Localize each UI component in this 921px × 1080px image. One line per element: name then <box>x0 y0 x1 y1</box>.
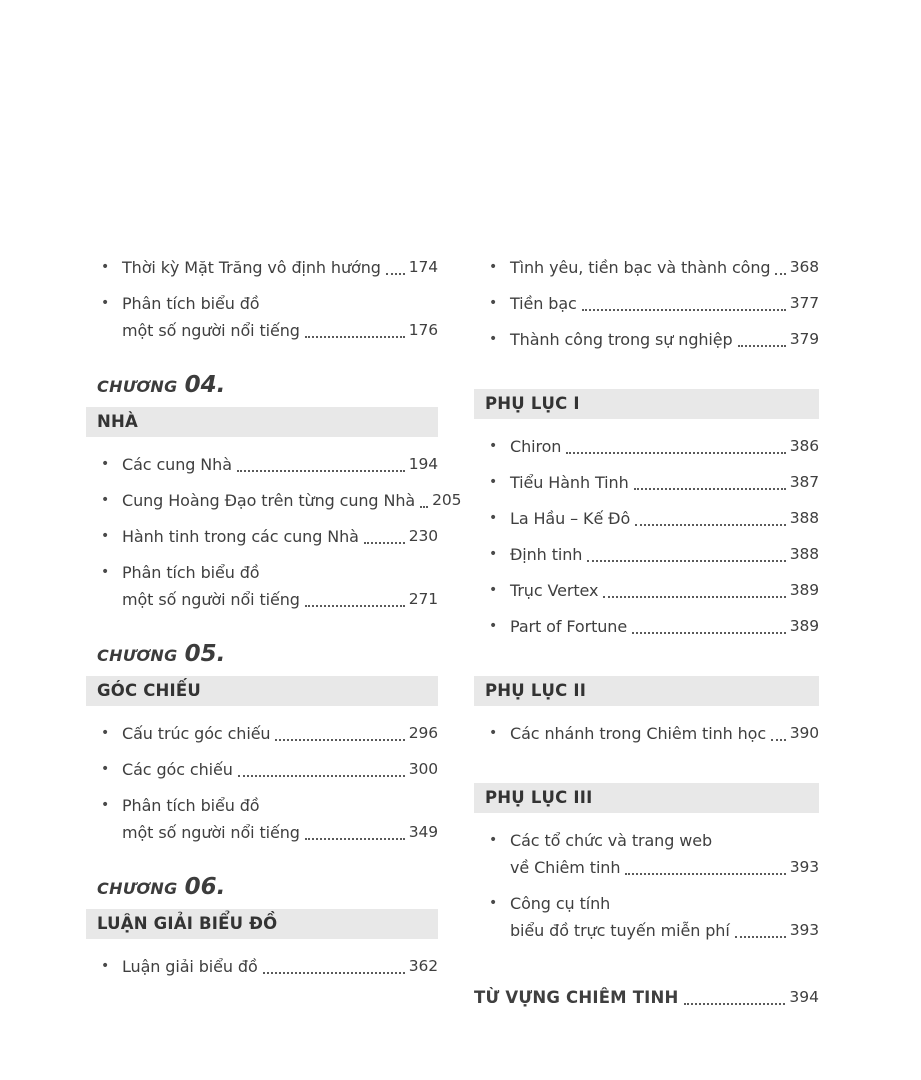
bullet-icon: • <box>101 528 110 544</box>
chapter-number: 05. <box>184 641 226 667</box>
toc-item-body <box>510 254 819 281</box>
dot-leader <box>632 632 786 634</box>
bullet-icon: • <box>489 295 498 311</box>
toc-item-line <box>122 317 438 344</box>
bullet-icon: • <box>101 797 110 813</box>
bullet-icon: • <box>489 832 498 848</box>
toc-item-line <box>510 541 819 568</box>
chapter-number: 06. <box>184 874 226 900</box>
toc-item-body <box>510 720 819 747</box>
toc-item-body <box>122 559 438 613</box>
page-number: 362 <box>408 957 438 975</box>
toc-item <box>474 469 819 496</box>
toc-item-line <box>510 433 819 460</box>
page-number: 349 <box>408 823 438 841</box>
dot-leader <box>603 596 785 598</box>
toc-item-text: Luận giải biểu đồ <box>122 957 258 976</box>
toc-item-group <box>474 433 819 649</box>
toc-item-text: một số người nổi tiếng <box>122 590 300 609</box>
toc-item-line <box>510 505 819 532</box>
page-number: 388 <box>789 545 819 563</box>
toc-item-text: Công cụ tính <box>510 894 611 913</box>
toc-item-line <box>510 854 819 881</box>
toc-item-text: một số người nổi tiếng <box>122 321 300 340</box>
toc-item-line <box>122 290 438 317</box>
toc-item-line <box>510 254 819 281</box>
dot-leader <box>420 506 428 508</box>
toc-item <box>474 577 819 604</box>
toc-item <box>86 559 438 613</box>
toc-item-body <box>122 290 438 344</box>
toc-item-text: Tiểu Hành Tinh <box>510 473 629 492</box>
toc-item-group <box>474 827 819 953</box>
toc-item <box>474 541 819 568</box>
chapter-heading <box>86 372 438 398</box>
toc-item <box>474 720 819 747</box>
section-heading: GÓC CHIẾU <box>86 676 438 706</box>
bullet-icon: • <box>101 958 110 974</box>
toc-item-body <box>510 890 819 944</box>
page-number: 205 <box>432 491 462 509</box>
toc-item-text: Trục Vertex <box>510 581 599 600</box>
toc-item-text: Phân tích biểu đồ <box>122 563 260 582</box>
toc-item-text: Phân tích biểu đồ <box>122 294 260 313</box>
chapter-label: CHƯƠNG <box>97 646 178 665</box>
toc-item-line <box>122 254 438 281</box>
toc-item <box>474 290 819 317</box>
bullet-icon: • <box>489 546 498 562</box>
toc-item-text: Tiền bạc <box>510 294 577 313</box>
page-number: 389 <box>789 617 819 635</box>
chapter-heading <box>86 641 438 667</box>
page-number: 230 <box>408 527 438 545</box>
toc-item <box>474 827 819 881</box>
toc-item-text: La Hầu – Kế Đô <box>510 509 631 528</box>
page-number: 379 <box>789 330 819 348</box>
toc-item-line <box>510 469 819 496</box>
dot-leader <box>625 873 785 875</box>
toc-item-text: Thời kỳ Mặt Trăng vô định hướng <box>122 258 381 277</box>
page-number: 387 <box>789 473 819 491</box>
toc-item <box>86 953 438 980</box>
dot-leader <box>237 470 405 472</box>
toc-item <box>474 326 819 353</box>
toc-item-body <box>510 541 819 568</box>
dot-leader <box>684 1003 786 1005</box>
toc-item-line <box>510 827 819 854</box>
toc-item-line <box>122 792 438 819</box>
chapter-number: 04. <box>184 372 226 398</box>
toc-item-body <box>122 451 438 478</box>
bullet-icon: • <box>101 456 110 472</box>
section-heading: PHỤ LỤC III <box>474 783 819 813</box>
dot-leader <box>735 936 786 938</box>
toc-item-text: Định tinh <box>510 545 583 564</box>
section-heading: PHỤ LỤC II <box>474 676 819 706</box>
toc-item-body <box>510 433 819 460</box>
dot-leader <box>305 336 405 338</box>
toc-item-text: Part of Fortune <box>510 617 628 636</box>
page-number: 300 <box>408 760 438 778</box>
bullet-icon: • <box>101 725 110 741</box>
toc-item <box>474 890 819 944</box>
toc-item-line <box>510 577 819 604</box>
toc-item-body <box>122 953 438 980</box>
dot-leader <box>275 739 404 741</box>
toc-item-body <box>122 756 438 783</box>
dot-leader <box>364 542 405 544</box>
toc-item <box>86 756 438 783</box>
toc-item-text: Các nhánh trong Chiêm tinh học <box>510 724 767 743</box>
toc-item-body <box>510 326 819 353</box>
section-heading: PHỤ LỤC I <box>474 389 819 419</box>
bullet-icon: • <box>101 295 110 311</box>
toc-item-line <box>122 451 438 478</box>
dot-leader <box>305 605 405 607</box>
toc-item-group <box>474 254 819 362</box>
toc-item-body <box>510 469 819 496</box>
bullet-icon: • <box>489 582 498 598</box>
toc-item-group <box>86 953 438 989</box>
dot-leader <box>263 972 405 974</box>
bullet-icon: • <box>101 564 110 580</box>
toc-item-line <box>510 326 819 353</box>
toc-item-line <box>510 290 819 317</box>
toc-item <box>86 451 438 478</box>
page-number: 296 <box>408 724 438 742</box>
toc-item-text: Thành công trong sự nghiệp <box>510 330 733 349</box>
toc-item-group <box>86 720 438 855</box>
chapter-label: CHƯƠNG <box>97 377 178 396</box>
toc-column-right <box>474 254 819 1040</box>
bullet-icon: • <box>489 474 498 490</box>
toc-item <box>474 505 819 532</box>
toc-item-text: một số người nổi tiếng <box>122 823 300 842</box>
dot-leader <box>635 524 786 526</box>
toc-item-group <box>86 254 438 353</box>
page-number: 388 <box>789 509 819 527</box>
toc-item <box>86 254 438 281</box>
toc-item <box>474 254 819 281</box>
page-number: 393 <box>789 858 819 876</box>
page-number: 386 <box>789 437 819 455</box>
bullet-icon: • <box>489 618 498 634</box>
toc-item-text: về Chiêm tinh <box>510 858 621 877</box>
chapter-label: CHƯƠNG <box>97 879 178 898</box>
toc-item-group <box>474 720 819 756</box>
page-number: 393 <box>789 921 819 939</box>
toc-item-body <box>122 792 438 846</box>
toc-item-line <box>510 720 819 747</box>
toc-item-body <box>122 523 438 550</box>
section-heading: NHÀ <box>86 407 438 437</box>
toc-item-text: Cung Hoàng Đạo trên từng cung Nhà <box>122 491 416 510</box>
section-heading: LUẬN GIẢI BIỂU ĐỒ <box>86 909 438 939</box>
toc-item <box>86 523 438 550</box>
toc-column-left <box>86 254 462 1040</box>
toc-item <box>474 433 819 460</box>
dot-leader <box>738 345 786 347</box>
dot-leader <box>305 838 405 840</box>
bullet-icon: • <box>489 895 498 911</box>
toc-item-body <box>510 577 819 604</box>
toc-item-line <box>122 586 438 613</box>
toc-item-group <box>86 451 462 622</box>
dot-leader <box>634 488 786 490</box>
bullet-icon: • <box>489 331 498 347</box>
toc-item-body <box>510 613 819 640</box>
toc-item-line <box>122 559 438 586</box>
page-number: 377 <box>789 294 819 312</box>
toc-item-text: Các tổ chức và trang web <box>510 831 713 850</box>
toc-item-text: Các cung Nhà <box>122 455 232 474</box>
toc-item-line <box>122 487 462 514</box>
toc-item-text: Hành tinh trong các cung Nhà <box>122 527 359 546</box>
toc-item-text: Tình yêu, tiền bạc và thành công <box>510 258 771 277</box>
toc-item-text: Các góc chiếu <box>122 760 233 779</box>
toc-item-line <box>122 819 438 846</box>
bullet-icon: • <box>489 725 498 741</box>
bullet-icon: • <box>101 761 110 777</box>
toc-item-body <box>122 487 462 514</box>
dot-leader <box>386 273 405 275</box>
toc-item-line <box>510 890 819 917</box>
toc-item-text: biểu đồ trực tuyến miễn phí <box>510 921 730 940</box>
toc-item-text: Chiron <box>510 437 562 456</box>
page-number: 389 <box>789 581 819 599</box>
dot-leader <box>238 775 405 777</box>
toc-item-text: Phân tích biểu đồ <box>122 796 260 815</box>
toc-item-body <box>510 827 819 881</box>
toc-bold-entry <box>474 984 819 1011</box>
toc-item <box>86 290 438 344</box>
toc-item-line <box>510 613 819 640</box>
dot-leader <box>582 309 786 311</box>
page-number: 394 <box>789 988 819 1006</box>
toc-item-text: Cấu trúc góc chiếu <box>122 724 271 743</box>
toc-item-body <box>510 505 819 532</box>
page-number: 194 <box>408 455 438 473</box>
dot-leader <box>771 739 786 741</box>
dot-leader <box>566 452 785 454</box>
page-number: 176 <box>408 321 438 339</box>
bullet-icon: • <box>489 438 498 454</box>
page-number: 174 <box>408 258 438 276</box>
toc-item-body <box>510 290 819 317</box>
toc-item-body <box>122 254 438 281</box>
dot-leader <box>775 273 785 275</box>
toc-item <box>86 720 438 747</box>
toc-item-line <box>122 953 438 980</box>
bullet-icon: • <box>101 492 110 508</box>
toc-item <box>474 613 819 640</box>
toc-item-body <box>122 720 438 747</box>
toc-item <box>86 792 438 846</box>
bullet-icon: • <box>489 259 498 275</box>
toc-item-line <box>122 756 438 783</box>
page-number: 271 <box>408 590 438 608</box>
page-number: 368 <box>789 258 819 276</box>
bullet-icon: • <box>489 510 498 526</box>
toc-item-line <box>122 523 438 550</box>
toc-item <box>86 487 462 514</box>
bullet-icon: • <box>101 259 110 275</box>
toc-item-line <box>510 917 819 944</box>
dot-leader <box>587 560 785 562</box>
chapter-heading <box>86 874 438 900</box>
page-number: 390 <box>789 724 819 742</box>
toc-item-line <box>122 720 438 747</box>
toc-bold-entry-text: TỪ VỰNG CHIÊM TINH <box>474 988 679 1007</box>
